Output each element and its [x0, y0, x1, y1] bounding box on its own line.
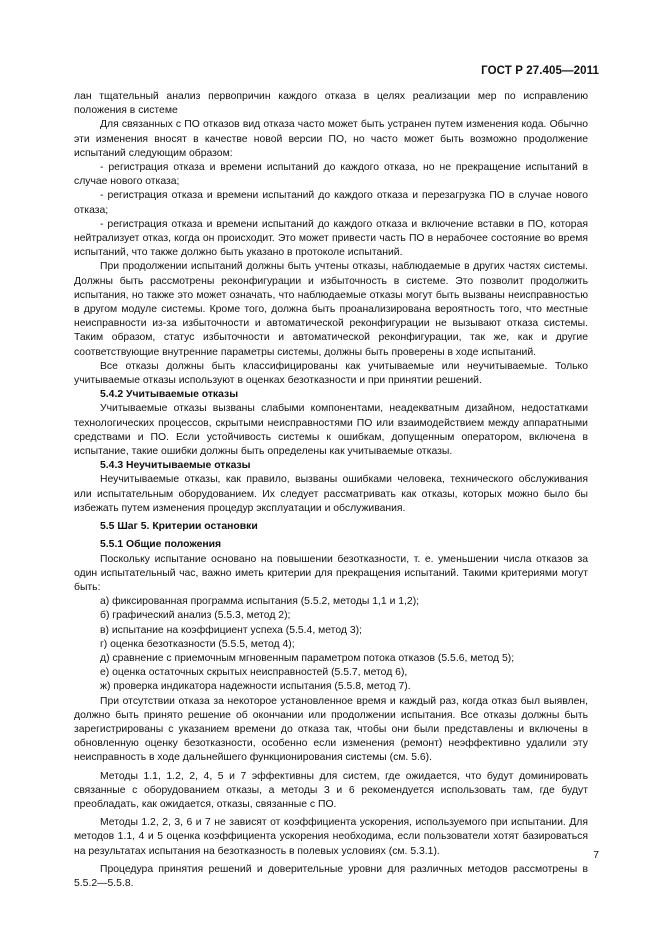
paragraph: Все отказы должны быть классифицированы как учитываемые или неучитываемые. Только учитываемые отказы используют в оценках безотказности и при принятии решений.: [74, 360, 588, 387]
criteria-item: д) сравнение с приемочным мгновенным параметром потока отказов (5.5.6, метод 5);: [100, 652, 515, 664]
paragraph: Неучитываемые отказы, как правило, вызваны ошибками человека, технического обслуживания или испытательным оборудованием. Их следует рассматривать как отказы, которых можно было бы избежать путем изменения процедур эксплуатации и обслуживания.: [74, 474, 588, 514]
section-heading-5-5: 5.5 Шаг 5. Критерии остановки: [100, 521, 258, 533]
document-body: [74, 90, 588, 891]
paragraph: Процедура принятия решений и доверительные уровни для различных методов рассмотрены в 5.5.2—5.5.8.: [74, 863, 588, 889]
paragraph: лан тщательный анализ первопричин каждого отказа в целях реализации мер по исправлению положения в системе: [74, 91, 588, 117]
criteria-item: е) оценка остаточных скрытых неисправностей (5.5.7, метод 6),: [100, 667, 408, 679]
section-heading-5-4-3: 5.4.3 Неучитываемые отказы: [100, 460, 251, 472]
list-item: - регистрация отказа и времени испытаний до каждого отказа, но не прекращение испытаний в случае нового отказа;: [74, 162, 588, 188]
list-item: - регистрация отказа и времени испытаний до каждого отказа и включение вставки в ПО, которая нейтрализует отказ, когда он происходит. Это может привести часть ПО в нерабочее состояние во время испытаний, что также должно быть указано в протоколе испытаний.: [74, 218, 588, 259]
list-item: - регистрация отказа и времени испытаний до каждого отказа и перезагрузка ПО в случае нового отказа;: [74, 190, 588, 216]
page-number: 7: [593, 850, 599, 861]
criteria-item: б) графический анализ (5.5.3, метод 2);: [100, 610, 291, 622]
paragraph: При отсутствии отказа за некоторое установленное время и каждый раз, когда отказ был выявлен, должно быть принято решение об окончании или продолжении испытания. Все отказы должны быть зарегистрированы с указанием времени до отказа так, чтобы они были представлены и включены в обновленную оценку безотказности, особенно если изменения (ремонт) неэффективно удалили эту неисправность в ходе дальнейшего функционирования системы (см. 5.6).: [74, 695, 588, 764]
criteria-item: а) фиксированная программа испытания (5.5.2, методы 1,1 и 1,2);: [100, 596, 420, 608]
section-heading-5-4-2: 5.4.2 Учитываемые отказы: [100, 389, 239, 401]
paragraph: Методы 1.1, 1.2, 2, 4, 5 и 7 эффективны для систем, где ожидается, что будут доминировать связанные с оборудованием отказы, а методы 3 и 6 рекомендуется использовать там, где будут преобладать, как ожидается, отказы, связанные с ПО.: [74, 770, 588, 810]
section-heading-5-5-1: 5.5.1 Общие положения: [100, 539, 222, 551]
paragraph: Поскольку испытание основано на повышении безотказности, т. е. уменьшении числа отказов за один испытательный час, важно иметь критерии для прекращения испытаний. Такими критериями могут быть:: [74, 553, 588, 593]
standard-header: ГОСТ Р 27.405—2011: [481, 65, 599, 77]
criteria-item: ж) проверка индикатора надежности испытания (5.5.8, метод 7).: [100, 681, 411, 693]
criteria-item: в) испытание на коэффициент успеха (5.5.4, метод 3);: [100, 624, 362, 636]
paragraph: При продолжении испытаний должны быть учтены отказы, наблюдаемые в других частях системы. Должны быть рассмотрены реконфигурации и избыточность в системе. Это позволит продолжить испытания, но также это может означать, что наблюдаемые отказы могут быть вызваны неисправностью в другом модуле системы. Кроме того, должна быть проанализирована вероятность того, что местные неисправности из-за избыточности и автоматической реконфигурации не вызывают отказа системы. Таким образом, статус избыточности и автоматической реконфигурации, так же, как и другие соответствующие внутренние параметры системы, должны быть проверены в ходе испытаний.: [74, 261, 588, 358]
paragraph: Для связанных с ПО отказов вид отказа часто может быть устранен путем изменения кода. Обычно эти изменения вносят в качестве новой версии ПО, но часто может быть возможно продолжение испытаний следующим образом:: [74, 119, 588, 159]
paragraph: Учитываемые отказы вызваны слабыми компонентами, неадекватным дизайном, недостатками технологических процессов, скрытыми неисправностями ПО или взаимодействием между аппаратными средствами и ПО. Если устойчивость системы к ошибкам, допущенным оператором, включена в испытание, такие ошибки должны быть определены как учитываемые отказы.: [74, 403, 588, 458]
criteria-item: г) оценка безотказности (5.5.5, метод 4);: [100, 638, 295, 650]
paragraph: Методы 1.2, 2, 3, 6 и 7 не зависят от коэффициента ускорения, используемого при испытании. Для методов 1.1, 4 и 5 оценка коэффициента ускорения необходима, если пользователи хотят базироваться на результатах испытания на безотказность в полевых условиях (см. 5.3.1).: [74, 817, 588, 857]
